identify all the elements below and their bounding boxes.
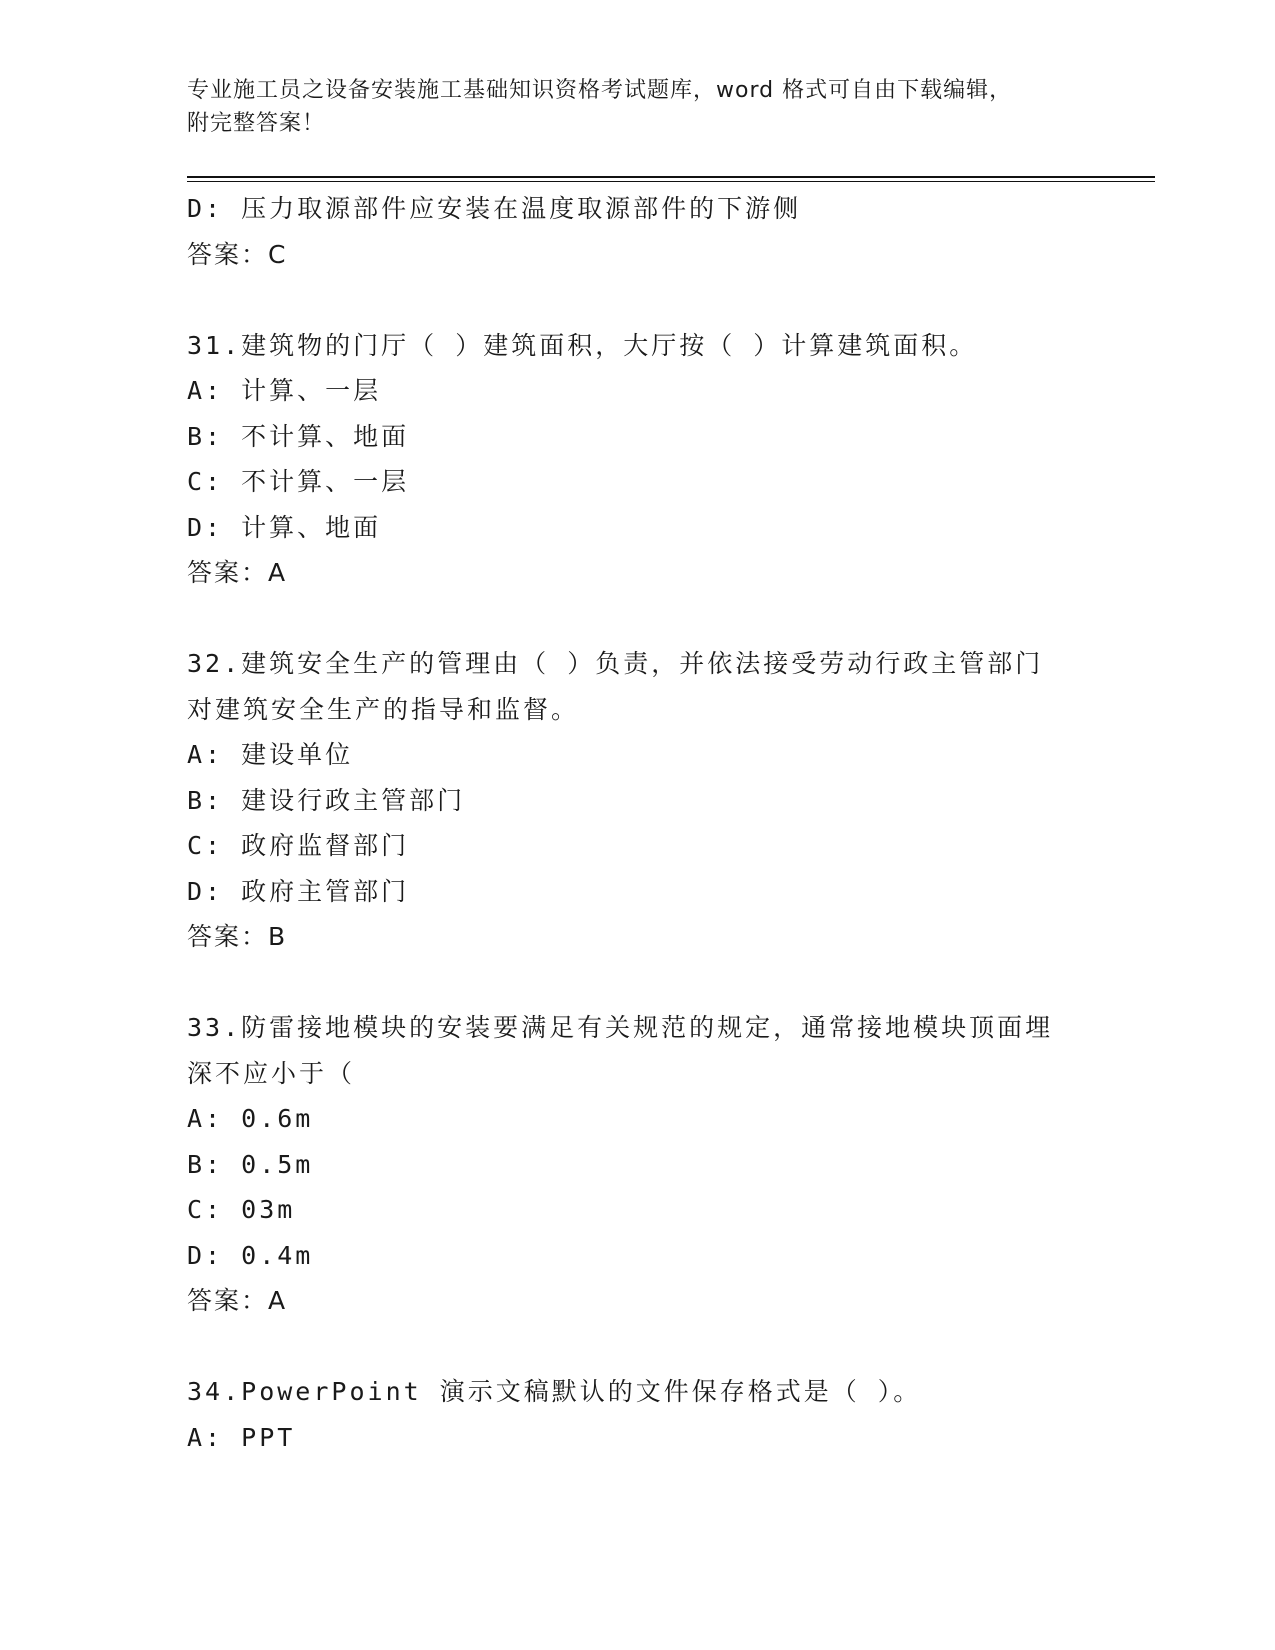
- option-c: C: 政府监督部门: [187, 831, 410, 860]
- question-stem: 33.防雷接地模块的安装要满足有关规范的规定，通常接地模块顶面埋: [187, 1013, 1054, 1042]
- option-b: B: 0.5m: [187, 1149, 314, 1179]
- answer-line: 答案：A: [187, 1286, 288, 1315]
- question-stem: 31.建筑物的门厅（ ）建筑面积，大厅按（ ）计算建筑面积。: [187, 330, 978, 360]
- question-31: [187, 323, 1087, 596]
- question-list: [187, 186, 1087, 1460]
- option-d: D: 压力取源部件应安装在温度取源部件的下游侧: [187, 194, 802, 223]
- option-a: A: 0.6m: [187, 1104, 314, 1133]
- option-b: B: 不计算、地面: [187, 421, 410, 451]
- question-stem-continued: 对建筑安全生产的指导和监督。: [187, 694, 580, 724]
- question-34: [187, 1369, 1087, 1460]
- option-a: A: PPT: [187, 1422, 296, 1452]
- header-divider-thin: [187, 181, 1155, 182]
- option-c: C: 不计算、一层: [187, 467, 410, 496]
- answer-line: 答案：A: [187, 558, 288, 587]
- header-line-2: 附完整答案！: [187, 111, 326, 136]
- option-a: A: 建设单位: [187, 740, 354, 769]
- option-d: D: 政府主管部门: [187, 876, 410, 906]
- answer-line: 答案：C: [187, 239, 288, 269]
- option-a: A: 计算、一层: [187, 376, 382, 405]
- option-d: D: 计算、地面: [187, 512, 382, 542]
- option-c: C: 03m: [187, 1195, 296, 1224]
- option-b: B: 建设行政主管部门: [187, 785, 466, 815]
- option-d: D: 0.4m: [187, 1240, 314, 1270]
- question-33: [187, 1005, 1087, 1324]
- question-32: [187, 641, 1087, 960]
- spacer: [187, 596, 1087, 642]
- header-divider-thick: [187, 176, 1155, 178]
- question-30-tail: [187, 186, 1087, 277]
- header-line-1: 专业施工员之设备安装施工基础知识资格考试题库，word 格式可自由下载编辑，: [187, 78, 1013, 103]
- spacer: [187, 277, 1087, 323]
- question-stem-continued: 深不应小于（: [187, 1058, 356, 1088]
- document-header: [187, 74, 1087, 140]
- question-stem: 32.建筑安全生产的管理由（ ）负责，并依法接受劳动行政主管部门: [187, 649, 1044, 678]
- question-stem: 34.PowerPoint 演示文稿默认的文件保存格式是（ ）。: [187, 1377, 922, 1406]
- answer-line: 答案：B: [187, 922, 288, 951]
- spacer: [187, 1324, 1087, 1370]
- spacer: [187, 960, 1087, 1006]
